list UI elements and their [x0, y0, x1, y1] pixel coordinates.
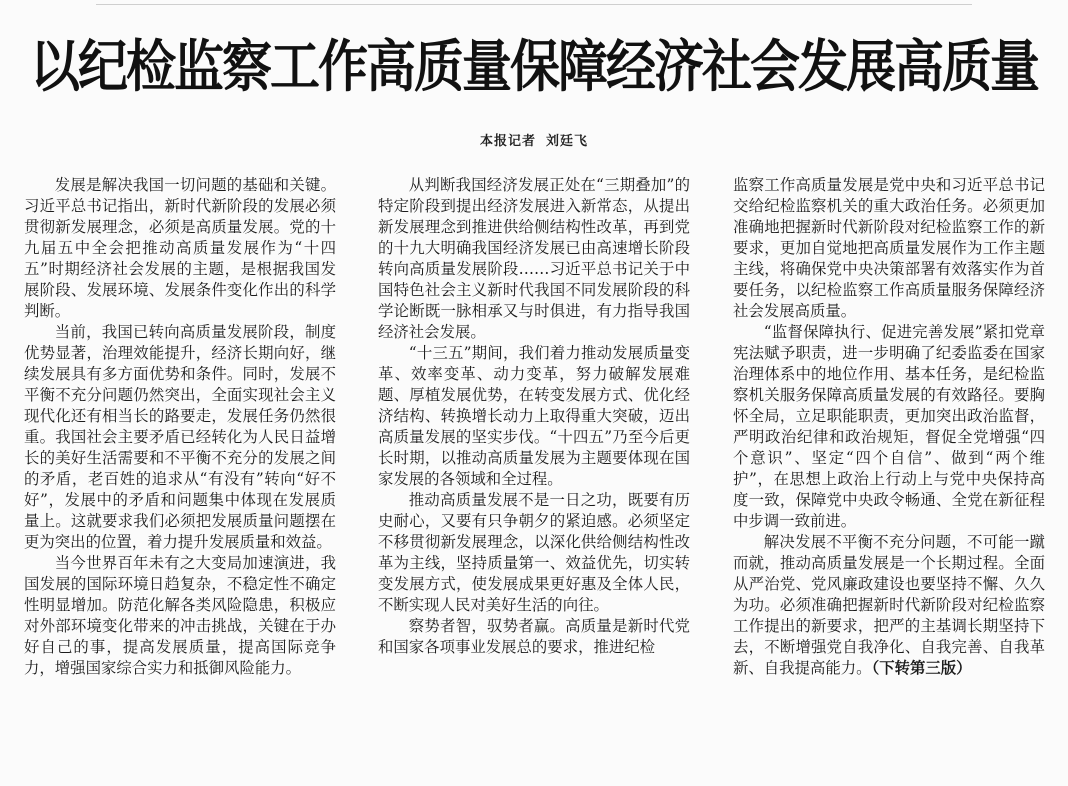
paragraph: “十三五”期间，我们着力推动发展质量变革、效率变革、动力变革，努力破解发展难题、厚植发展优势，在转变发展方式、优化经济结构、转换增长动力上取得重大突破，迈出高质量发展的坚实步伐。“十四五”乃至今后更长时期，以推动高质量发展为主题要体现在国家发展的各领域和全过程。	[378, 344, 690, 488]
paragraph-text: 解决发展不平衡不充分问题，不可能一蹴而就，推动高质量发展是一个长期过程。全面从严治党、党风廉政建设也要坚持不懈、久久为功。必须准确把握新时代新阶段对纪检监察工作提出的新要求，把严的主基调长期坚持下去，不断增强党自我净化、自我完善、自我革新、自我提高能力。	[733, 533, 1045, 677]
paragraph: 察势者智，驭势者赢。高质量是新时代党和国家各项事业发展总的要求，推进纪检	[378, 617, 690, 656]
paragraph: 监察工作高质量发展是党中央和习近平总书记交给纪检监察机关的重大政治任务。必须更加准确地把握新时代新阶段对纪检监察工作的新要求，更加自觉地把高质量发展作为工作主题主线，将确保党中央决策部署有效落实作为首要任务，以纪检监察工作高质量服务保障经济社会发展高质量。	[733, 176, 1045, 320]
paragraph: 推动高质量发展不是一日之功，既要有历史耐心，又要有只争朝夕的紧迫感。必须坚定不移贯彻新发展理念，以深化供给侧结构性改革为主线，坚持质量第一、效益优先，切实转变发展方式，使发展成果更好惠及全体人民，不断实现人民对美好生活的向往。	[378, 491, 690, 614]
article-column-2	[378, 175, 690, 780]
byline	[0, 132, 1068, 152]
paragraph-last	[733, 532, 1045, 679]
paragraph: 从判断我国经济发展正处在“三期叠加”的特定阶段到提出经济发展进入新常态，从提出新发展理念到推进供给侧结构性改革，再到党的十九大明确我国经济发展已由高速增长阶段转向高质量发展阶段……习近平总书记关于中国特色社会主义新时代我国不同发展阶段的科学论断既一脉相承又与时俱进，有力指导我国经济社会发展。	[378, 176, 690, 341]
continued-note: （下转第三版）	[871, 659, 972, 677]
paragraph: 当前，我国已转向高质量发展阶段，制度优势显著，治理效能提升，经济长期向好，继续发展具有多方面优势和条件。同时，发展不平衡不充分问题仍然突出，全面实现社会主义现代化还有相当长的路要走，发展任务仍然很重。我国社会主要矛盾已经转化为人民日益增长的美好生活需要和不平衡不充分的发展之间的矛盾，老百姓的追求从“有没有”转向“好不好”，发展中的矛盾和问题集中体现在发展质量上。这就要求我们必须把发展质量问题摆在更为突出的位置，着力提升发展质量和效益。	[24, 323, 336, 551]
article-column-1	[24, 175, 336, 780]
paragraph: “监督保障执行、促进完善发展”紧扣党章宪法赋予职责，进一步明确了纪委监委在国家治理体系中的地位作用、基本任务，是纪检监察机关服务保障高质量发展的有效路径。要胸怀全局，立足职能职责，更加突出政治监督，严明政治纪律和政治规矩，督促全党增强“四个意识”、坚定“四个自信”、做到“两个维护”，在思想上政治上行动上与党中央保持高度一致，保障党中央政令畅通、全党在新征程中步调一致前进。	[733, 323, 1045, 530]
headline: 以纪检监察工作高质量保障经济社会发展高质量	[30, 34, 1038, 100]
byline-prefix: 本报记者	[479, 134, 536, 149]
byline-author: 刘廷飞	[546, 134, 589, 149]
paragraph: 发展是解决我国一切问题的基础和关键。习近平总书记指出，新时代新阶段的发展必须贯彻新发展理念，必须是高质量发展。党的十九届五中全会把推动高质量发展作为“十四五”时期经济社会发展的主题，是根据我国发展阶段、发展环境、发展条件变化作出的科学判断。	[24, 176, 336, 320]
paragraph: 当今世界百年未有之大变局加速演进，我国发展的国际环境日趋复杂，不稳定性不确定性明显增加。防范化解各类风险隐患，积极应对外部环境变化带来的冲击挑战，关键在于办好自己的事，提高发展质量，提高国际竞争力，增强国家综合实力和抵御风险能力。	[24, 554, 336, 677]
article-column-3	[733, 175, 1045, 780]
top-divider	[96, 4, 972, 5]
